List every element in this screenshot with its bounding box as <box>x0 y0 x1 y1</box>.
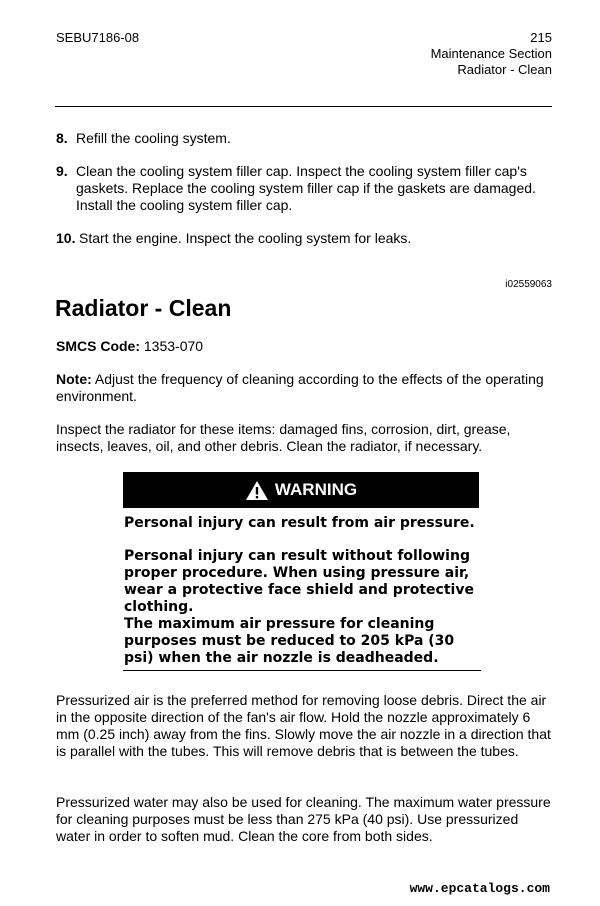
step-text: Refill the cooling system. <box>76 130 231 146</box>
warning-triangle-icon <box>245 480 269 501</box>
body-paragraph: Pressurized water may also be used for cleaning. The maximum water pressure for cleaning purposes must be less than 275 kPa (40 psi). Use pressurized water in order to soften mud. Clean the core from both sides. <box>56 794 551 844</box>
note-paragraph <box>56 371 552 405</box>
header-divider <box>55 106 552 107</box>
step-text: Clean the cooling system filler cap. Inspect the cooling system filler cap's gaskets. Replace the cooling system filler cap if the gaskets are damaged. Install the cooling system filler cap. <box>76 163 536 213</box>
step-8 <box>56 130 552 147</box>
warning-line: The maximum air pressure for cleaning purposes must be reduced to 205 kPa (30 psi) when the air nozzle is deadheaded. <box>124 616 455 666</box>
warning-line: Personal injury can result without following proper procedure. When using pressure air, wear a protective face shield and protective clothing. <box>124 548 474 615</box>
step-9 <box>56 163 552 214</box>
step-number: 10. <box>56 230 76 246</box>
doc-number: SEBU7186-08 <box>56 30 140 45</box>
warning-banner <box>123 472 479 508</box>
page-number: 215 <box>530 30 552 45</box>
topic-name: Radiator - Clean <box>457 62 552 77</box>
body-paragraph: Pressurized air is the preferred method for removing loose debris. Direct the air in the opposite direction of the fan's air flow. Hold the nozzle approximately 6 mm (0.25 inch) away from the fins. Slowly move the air nozzle in a direction that is parallel with the tubes. This will remove debris that is between the tubes. <box>56 692 551 759</box>
step-10 <box>56 230 552 247</box>
warning-title: WARNING <box>274 480 358 499</box>
step-text: Start the engine. Inspect the cooling system for leaks. <box>79 230 412 246</box>
smcs-label: SMCS Code: <box>56 338 140 354</box>
document-id: i02559063 <box>505 279 552 290</box>
section-name: Maintenance Section <box>430 46 552 61</box>
warning-divider <box>123 670 481 671</box>
smcs-value: 1353-070 <box>143 338 204 354</box>
section-title: Radiator - Clean <box>55 295 232 321</box>
step-number: 9. <box>56 163 68 179</box>
step-number: 8. <box>56 130 68 146</box>
note-text: Adjust the frequency of cleaning according to the effects of the operating environment. <box>56 371 544 404</box>
smcs-code <box>56 338 552 355</box>
inspect-paragraph: Inspect the radiator for these items: damaged fins, corrosion, dirt, grease, insects, leaves, oil, and other debris. Clean the radiator, if necessary. <box>56 421 511 454</box>
note-label: Note: <box>56 371 92 387</box>
warning-line: Personal injury can result from air pressure. <box>124 515 475 531</box>
page-header-right <box>252 30 552 78</box>
footer-url: www.epcatalogs.com <box>409 881 550 896</box>
